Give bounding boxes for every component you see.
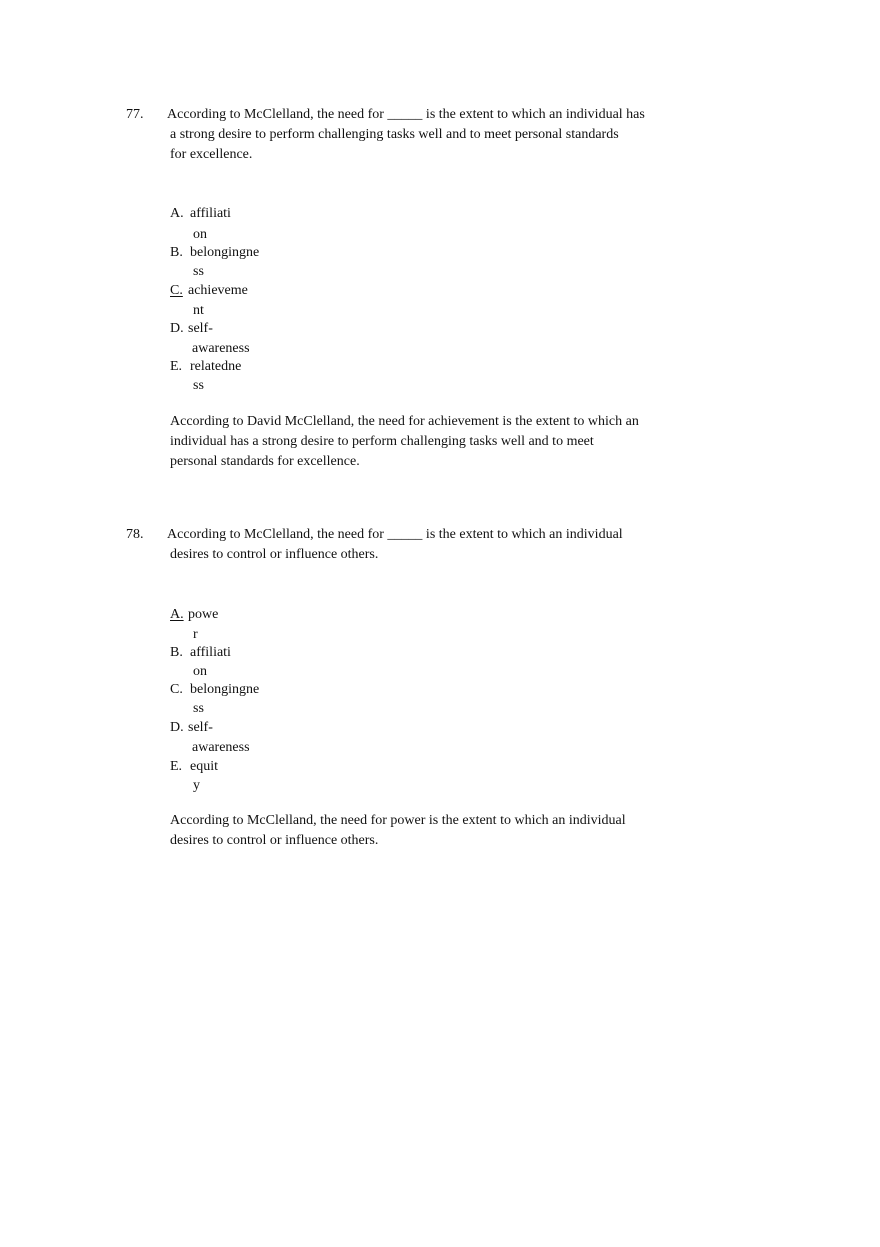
option-text: belongingne xyxy=(190,245,260,260)
option-text: self- xyxy=(188,321,213,336)
option-text: relatedne xyxy=(190,359,242,374)
explanation-line: personal standards for excellence. xyxy=(170,454,360,469)
explanation-line: desires to control or influence others. xyxy=(170,833,379,848)
question-stem-line: According to McClelland, the need for _____ is the extent to which an individual xyxy=(167,527,623,542)
option-text-continued: ss xyxy=(193,701,204,716)
option-text: affiliati xyxy=(190,206,231,221)
question-number: 77. xyxy=(126,107,144,122)
option-text-continued: ss xyxy=(193,264,204,279)
question-stem-line: According to McClelland, the need for _____ is the extent to which an individual has xyxy=(167,107,645,122)
option-text-continued: nt xyxy=(193,303,204,318)
option-letter: D. xyxy=(170,720,184,735)
option-letter: E. xyxy=(170,359,183,374)
explanation-line: According to McClelland, the need for power is the extent to which an individual xyxy=(170,813,626,828)
option-text-continued: awareness xyxy=(192,740,250,755)
question-stem-line: a strong desire to perform challenging tasks well and to meet personal standards xyxy=(170,127,619,142)
option-text: affiliati xyxy=(190,645,231,660)
option-text-continued: on xyxy=(193,227,207,242)
option-letter: E. xyxy=(170,759,183,774)
option-letter: C. xyxy=(170,682,183,697)
option-text: powe xyxy=(188,607,219,622)
question-stem-line: desires to control or influence others. xyxy=(170,547,379,562)
option-text: self- xyxy=(188,720,213,735)
option-text-continued: y xyxy=(193,778,200,793)
option-letter: D. xyxy=(170,321,184,336)
option-text: belongingne xyxy=(190,682,260,697)
option-letter-correct: A. xyxy=(170,607,184,622)
option-letter: B. xyxy=(170,245,183,260)
option-text-continued: on xyxy=(193,664,207,679)
option-letter: A. xyxy=(170,206,184,221)
explanation-line: individual has a strong desire to perform challenging tasks well and to meet xyxy=(170,434,594,449)
option-text: equit xyxy=(190,759,218,774)
option-text-continued: awareness xyxy=(192,341,250,356)
question-stem-line: for excellence. xyxy=(170,147,253,162)
option-text: achieveme xyxy=(188,283,248,298)
explanation-line: According to David McClelland, the need for achievement is the extent to which an xyxy=(170,414,639,429)
question-number: 78. xyxy=(126,527,144,542)
option-letter-correct: C. xyxy=(170,283,183,298)
option-text-continued: r xyxy=(193,627,198,642)
option-text-continued: ss xyxy=(193,378,204,393)
option-letter: B. xyxy=(170,645,183,660)
